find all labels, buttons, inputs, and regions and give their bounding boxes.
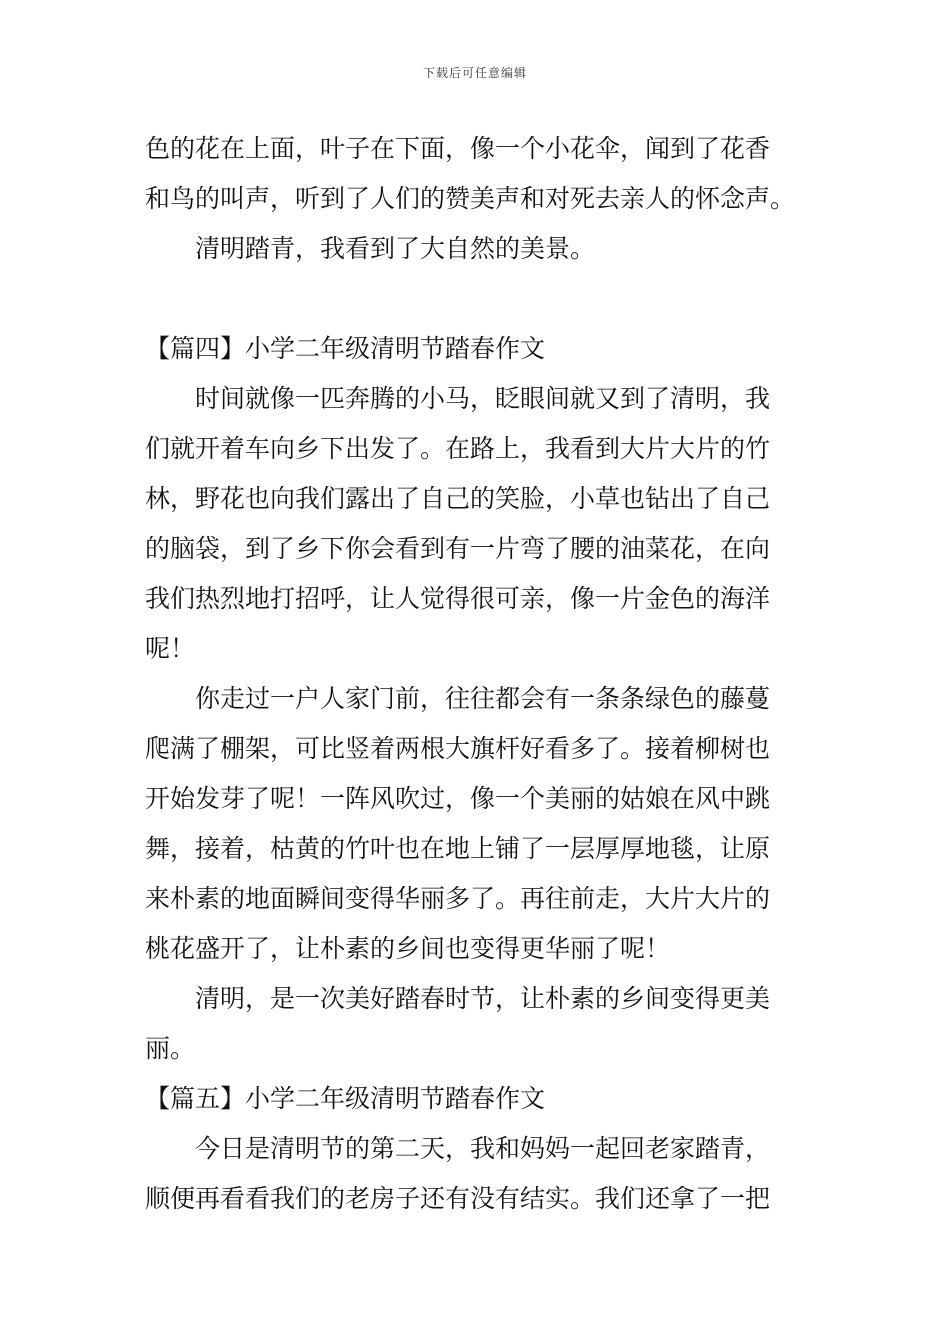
page-header: 下载后可任意编辑 bbox=[422, 66, 527, 80]
document-body bbox=[145, 124, 810, 1224]
paragraph-start: 今日是清明节的第二天，我和妈妈一起回老家踏青， bbox=[195, 1134, 771, 1163]
blank-line bbox=[145, 274, 810, 324]
paragraph-start: 时间就像一匹奔腾的小马，眨眼间就又到了清明，我 bbox=[195, 384, 771, 413]
text-line: 林，野花也向我们露出了自己的笑脸，小草也钻出了自己 bbox=[145, 484, 771, 513]
section-heading: 【篇五】小学二年级清明节踏春作文 bbox=[145, 1084, 546, 1113]
text-line: 开始发芽了呢！一阵风吹过，像一个美丽的姑娘在风中跳 bbox=[145, 784, 771, 813]
paragraph-start: 清明，是一次美好踏春时节，让朴素的乡间变得更美 bbox=[195, 984, 771, 1013]
text-line: 顺便再看看我们的老房子还有没有结实。我们还拿了一把 bbox=[145, 1184, 771, 1213]
text-line: 的脑袋，到了乡下你会看到有一片弯了腰的油菜花，在向 bbox=[145, 534, 771, 563]
section-heading: 【篇四】小学二年级清明节踏春作文 bbox=[145, 334, 546, 363]
text-line: 桃花盛开了，让朴素的乡间也变得更华丽了呢！ bbox=[145, 934, 671, 963]
text-line: 舞，接着，枯黄的竹叶也在地上铺了一层厚厚地毯，让原 bbox=[145, 834, 771, 863]
text-line: 来朴素的地面瞬间变得华丽多了。再往前走，大片大片的 bbox=[145, 884, 771, 913]
text-line: 丽。 bbox=[145, 1034, 196, 1063]
text-line: 色的花在上面，叶子在下面，像一个小花伞，闻到了花香 bbox=[145, 134, 771, 163]
paragraph-start: 你走过一户人家门前，往往都会有一条条绿色的藤蔓 bbox=[195, 684, 771, 713]
text-line: 和鸟的叫声，听到了人们的赞美声和对死去亲人的怀念声。 bbox=[145, 184, 796, 213]
text-line: 我们热烈地打招呼，让人觉得很可亲，像一片金色的海洋 bbox=[145, 584, 771, 613]
text-line: 们就开着车向乡下出发了。在路上，我看到大片大片的竹 bbox=[145, 434, 771, 463]
text-line: 爬满了棚架，可比竖着两根大旗杆好看多了。接着柳树也 bbox=[145, 734, 771, 763]
text-line: 呢！ bbox=[145, 634, 196, 663]
paragraph-start: 清明踏青，我看到了大自然的美景。 bbox=[195, 234, 596, 263]
